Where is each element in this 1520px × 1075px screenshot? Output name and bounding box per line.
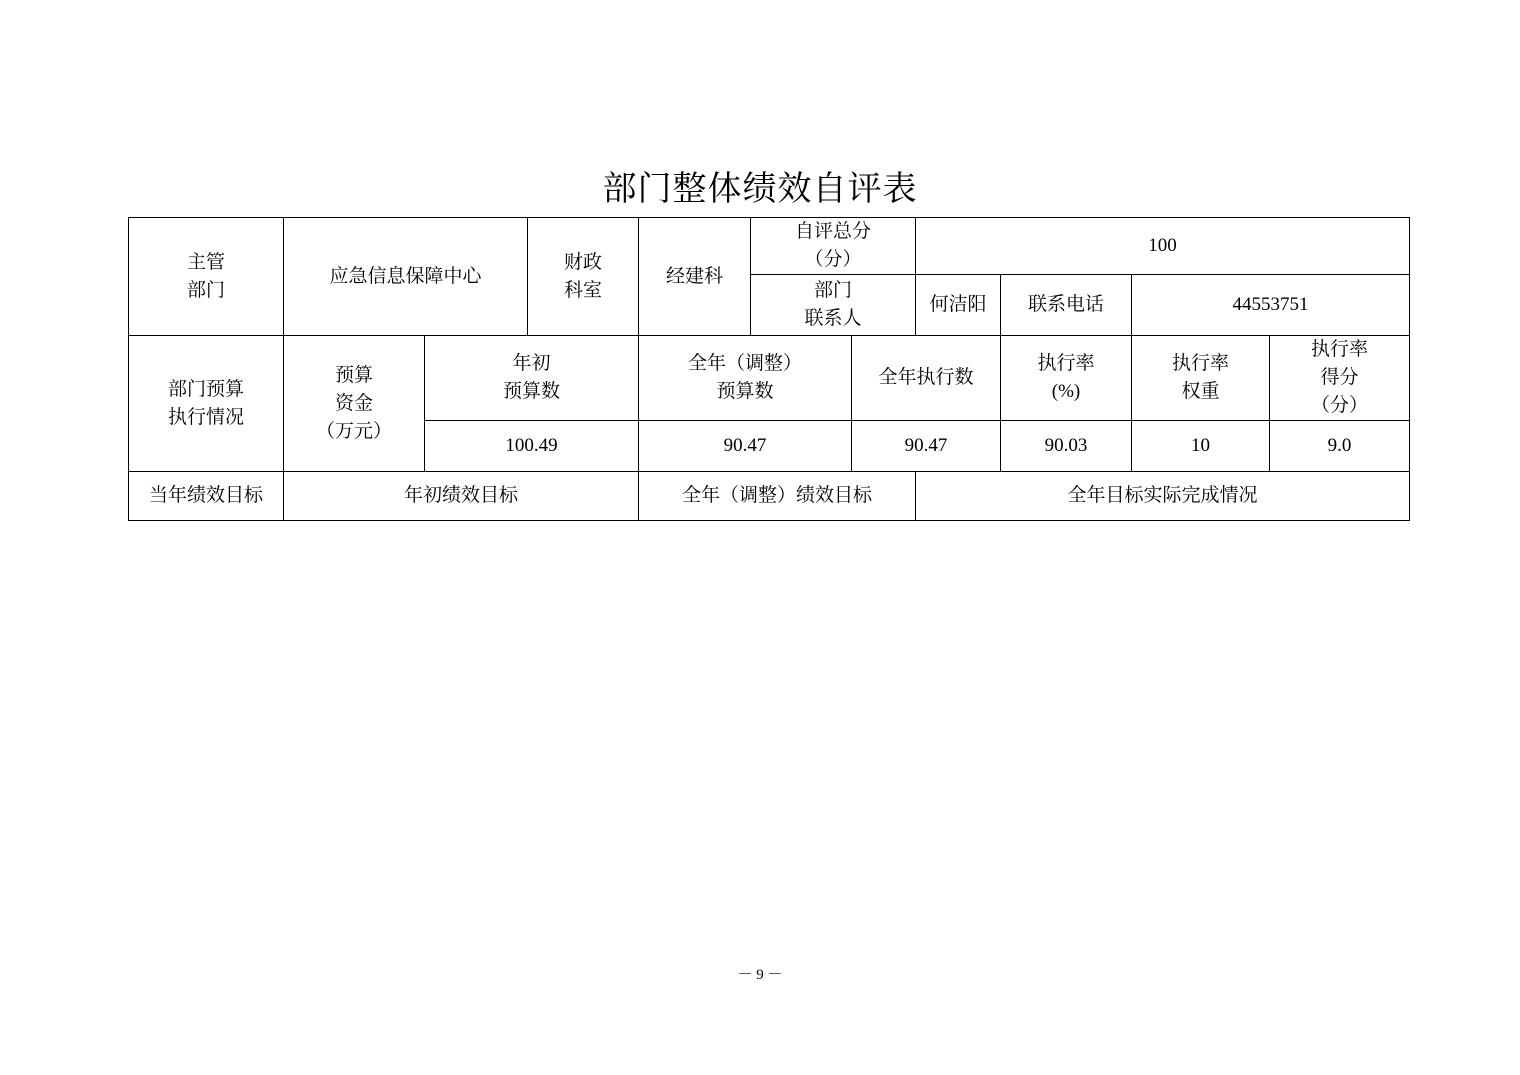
dept-value-cell: 应急信息保障中心 xyxy=(284,218,528,336)
dept-label-cell: 主管 部门 xyxy=(129,218,284,336)
value-rate: 90.03 xyxy=(1001,421,1132,472)
value-score: 9.0 xyxy=(1270,421,1410,472)
header-initial-budget: 年初 预算数 xyxy=(425,336,639,421)
budget-funds-label: 预算 资金 （万元） xyxy=(284,336,425,472)
page-number: － 9 － xyxy=(737,967,783,983)
goals-section-label: 当年绩效目标 xyxy=(129,472,284,521)
value-initial-budget: 100.49 xyxy=(425,421,639,472)
contact-value-cell: 何洁阳 xyxy=(916,275,1001,336)
phone-label-cell: 联系电话 xyxy=(1001,275,1132,336)
finance-label-cell: 财政 科室 xyxy=(528,218,639,336)
header-adjusted-budget: 全年（调整） 预算数 xyxy=(639,336,852,421)
header-executed: 全年执行数 xyxy=(852,336,1001,421)
page-title: 部门整体绩效自评表 xyxy=(602,169,918,209)
phone-value-cell: 44553751 xyxy=(1132,275,1410,336)
goals-adjusted: 全年（调整）绩效目标 xyxy=(639,472,916,521)
goals-actual: 全年目标实际完成情况 xyxy=(916,472,1410,521)
budget-section-label: 部门预算 执行情况 xyxy=(129,336,284,472)
score-value-cell: 100 xyxy=(916,218,1410,275)
value-adjusted-budget: 90.47 xyxy=(639,421,852,472)
performance-table xyxy=(128,217,1410,521)
header-score: 执行率 得分 （分） xyxy=(1270,336,1410,421)
contact-label-cell: 部门 联系人 xyxy=(751,275,916,336)
finance-value-cell: 经建科 xyxy=(639,218,751,336)
header-rate: 执行率 (%) xyxy=(1001,336,1132,421)
score-label-cell: 自评总分 （分） xyxy=(751,218,916,275)
goals-initial: 年初绩效目标 xyxy=(284,472,639,521)
value-executed: 90.47 xyxy=(852,421,1001,472)
header-weight: 执行率 权重 xyxy=(1132,336,1270,421)
value-weight: 10 xyxy=(1132,421,1270,472)
